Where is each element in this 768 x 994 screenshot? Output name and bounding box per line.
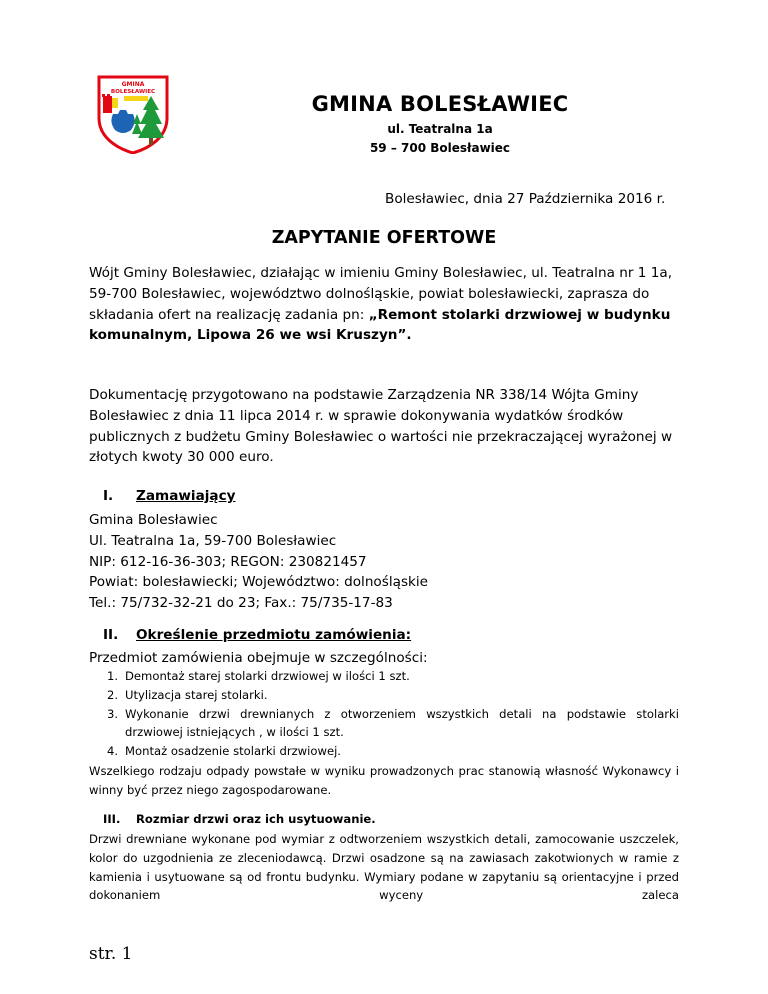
- section-3-heading: [103, 812, 376, 826]
- ordering-party-ids: NIP: 612-16-36-303; REGON: 230821457: [89, 553, 367, 570]
- place-and-date: Bolesławiec, dnia 27 Października 2016 r.: [385, 191, 666, 207]
- list-item: [89, 686, 679, 705]
- section-1-title: Zamawiający: [136, 488, 236, 504]
- section-3-numeral: III.: [103, 812, 121, 826]
- ordering-party-name: Gmina Bolesławiec: [89, 512, 218, 528]
- list-item: [89, 667, 679, 686]
- section-1-body: [89, 510, 428, 614]
- section-2-heading: [103, 627, 411, 643]
- section-1-numeral: I.: [103, 488, 114, 504]
- ordering-party-region: Powiat: bolesławiecki; Województwo: dolnośląskie: [89, 574, 429, 591]
- documentation-paragraph: Dokumentację przygotowano na podstawie Zarządzenia NR 338/14 Wójta Gminy Bolesławiec z dnia 11 lipca 2014 r. w sprawie dokonywania wydatków środków publicznych z budżetu Gminy Bolesławiec o wartości nie przekraczającej wyrażonej w złotych kwoty 30 000 euro.: [89, 387, 673, 466]
- intro-text: Wójt Gminy Bolesławiec, działając w imieniu Gminy Bolesławiec, ul. Teatralna nr 1 1a, 59-700 Bolesławiec, województwo dolnośląskie, powiat bolesławiecki, zaprasza do składania ofert na realizację zadania pn:: [89, 265, 673, 323]
- page-number: str. 1: [89, 944, 133, 964]
- intro-paragraph: [89, 263, 689, 346]
- ordering-party-address: Ul. Teatralna 1a, 59-700 Bolesławiec: [89, 532, 337, 549]
- list-item-number: 2.: [106, 687, 118, 702]
- section-3-body: Drzwi drewniane wykonane pod wymiar z odtworzeniem wszystkich detali, zamocowanie uszczelek, kolor do uzgodnienia ze zleceniodawcą. Drzwi osadzone są na zawiasach zakotwionych w ramie z kamienia i usytuowane są od frontu budynku. Wymiary podane w zapytaniu są orientacyjne i przed dokonaniem wyceny zaleca: [89, 832, 679, 903]
- list-item-number: 3.: [106, 706, 118, 721]
- ordering-party-contact: Tel.: 75/732-32-21 do 23; Fax.: 75/735-17-83: [89, 595, 393, 612]
- header-address-street: ul. Teatralna 1a: [387, 122, 493, 136]
- section-2-closing: Wszelkiego rodzaju odpady powstałe w wyniku prowadzonych prac stanowią własność Wykonawcy i winny być przez niego zagospodarowane.: [89, 764, 679, 797]
- list-item-text: Montaż osadzenie stolarki drzwiowej.: [125, 744, 341, 759]
- list-item-text: Utylizacja starej stolarki.: [125, 687, 268, 702]
- section-1-heading: [103, 488, 236, 504]
- section-3-title: Rozmiar drzwi oraz ich usytuowanie.: [136, 812, 376, 826]
- svg-text:GMINA: GMINA: [121, 81, 145, 88]
- list-item-number: 1.: [106, 669, 118, 683]
- svg-text:BOLESŁAWIEC: BOLESŁAWIEC: [110, 89, 156, 95]
- section-2-title: Określenie przedmiotu zamówienia:: [136, 627, 412, 643]
- coat-of-arms-logo: [93, 74, 173, 154]
- section-2-numeral: II.: [103, 627, 119, 643]
- list-item-number: 4.: [106, 744, 118, 759]
- header-address-city: 59 – 700 Bolesławiec: [369, 141, 511, 155]
- list-item-text: Demontaż starej stolarki drzwiowej w ilości 1 szt.: [125, 669, 410, 683]
- header-title: GMINA BOLESŁAWIEC: [311, 92, 569, 116]
- list-item: [89, 705, 679, 743]
- list-item-text: Wykonanie drzwi drewnianych z otworzeniem wszystkich detali na podstawie stolarki drzwiowej istniejących , w ilości 1 szt.: [125, 706, 679, 740]
- list-item: [89, 742, 679, 761]
- task-name: „Remont stolarki drzwiowej w budynku komunalnym, Lipowa 26 we wsi Kruszyn”.: [89, 306, 671, 344]
- section-2-intro: Przedmiot zamówienia obejmuje w szczególności:: [89, 650, 428, 666]
- scope-list: [89, 667, 679, 761]
- document-title: ZAPYTANIE OFERTOWE: [271, 228, 497, 248]
